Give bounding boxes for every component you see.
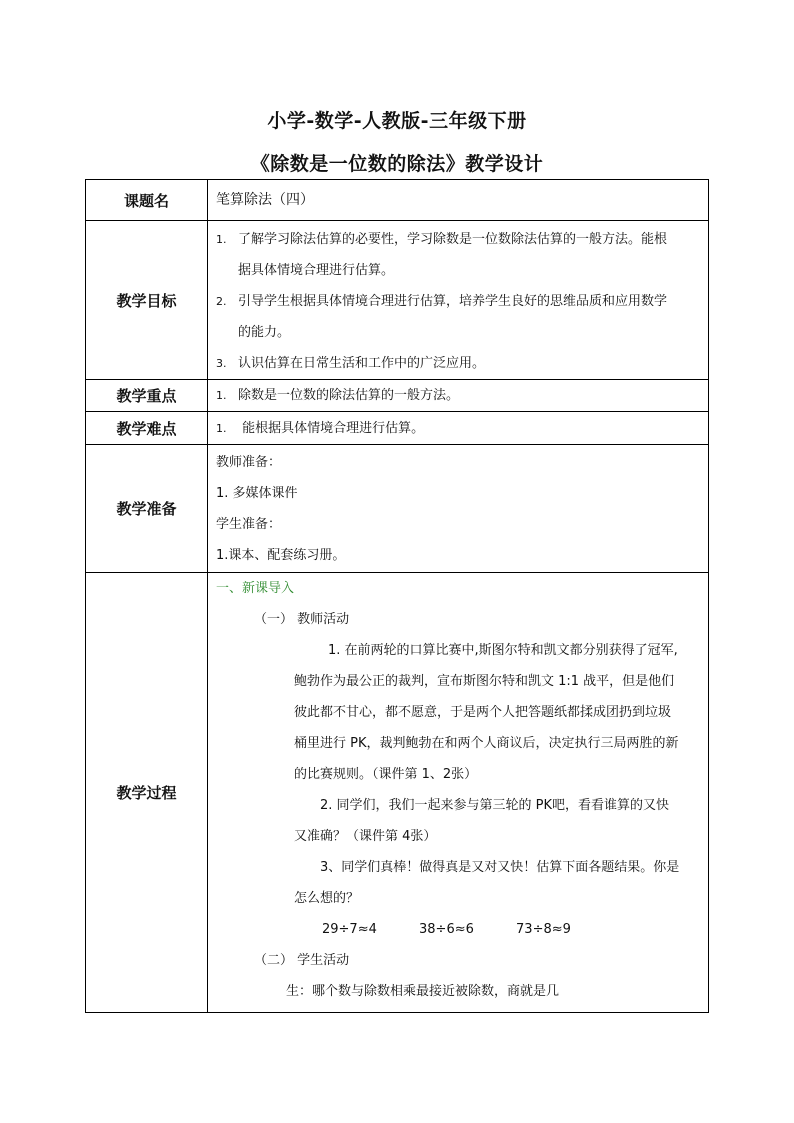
row-difficulty: [86, 412, 709, 445]
goal-item: 2. 引导学生根据具体情境合理进行估算，培养学生良好的思维品质和应用数学: [216, 294, 668, 309]
goal-item-cont: 据具体情境合理进行估算。: [238, 263, 395, 278]
paragraph-line: 2. 同学们，我们一起来参与第三轮的 PK吧，看看谁算的又快: [320, 798, 670, 813]
key-point: 1. 除数是一位数的除法估算的一般方法。: [216, 388, 460, 403]
paragraph-line: 3、同学们真棒！做得真是又对又快！估算下面各题结果。你是: [320, 860, 680, 875]
label-topic: 课题名: [86, 180, 208, 221]
row-process: [86, 573, 709, 1013]
lesson-plan-table: [85, 179, 709, 1013]
row-prep: [86, 445, 709, 573]
prep-line: 教师准备：: [216, 455, 282, 470]
row-topic: [86, 180, 709, 221]
teacher-activity-heading: （一） 教师活动: [254, 612, 350, 627]
paragraph-line: 又准确？（课件第 4张）: [294, 829, 437, 844]
topic-value: 笔算除法（四）: [216, 191, 314, 208]
goal-item: 3. 认识估算在日常生活和工作中的广泛应用。: [216, 356, 486, 371]
paragraph-line: 彼此都不甘心，都不愿意，于是两个人把答题纸都揉成团扔到垃圾: [294, 705, 672, 720]
difficulty-point: 1. 能根据具体情境合理进行估算。: [216, 420, 425, 436]
prep-line: 学生准备：: [216, 517, 282, 532]
formula: 38÷6≈6: [419, 922, 474, 937]
label-prep: 教学准备: [86, 445, 208, 573]
student-line: 生：哪个数与除数相乘最接近被除数，商就是几: [286, 984, 560, 999]
label-difficulty: 教学难点: [86, 412, 208, 445]
formula-line: [216, 914, 702, 945]
label-process: 教学过程: [86, 573, 208, 1013]
formula: 73÷8≈9: [516, 922, 571, 937]
prep-line: 1.课本、配套练习册。: [216, 548, 346, 563]
paragraph-line: 怎么想的？: [294, 891, 360, 906]
label-goals: 教学目标: [86, 221, 208, 380]
goal-item-cont: 的能力。: [238, 325, 291, 340]
label-key: 教学重点: [86, 380, 208, 412]
row-goals: [86, 221, 709, 380]
document-subtitle: 《除数是一位数的除法》教学设计: [250, 153, 544, 175]
row-key: [86, 380, 709, 412]
goal-item: 1. 了解学习除法估算的必要性，学习除数是一位数除法估算的一般方法。能根: [216, 232, 668, 247]
section-heading: 一、新课导入: [216, 581, 295, 596]
document-title: 小学-数学-人教版-三年级下册: [267, 110, 527, 132]
paragraph-line: 鲍勃作为最公正的裁判，宣布斯图尔特和凯文 1:1 战平，但是他们: [294, 674, 675, 689]
paragraph-line: 桶里进行 PK，裁判鲍勃在和两个人商议后，决定执行三局两胜的新: [294, 736, 679, 751]
paragraph-line: 的比赛规则。（课件第 1、2张）: [294, 767, 478, 782]
student-activity-heading: （二） 学生活动: [254, 953, 350, 968]
paragraph-line: 1. 在前两轮的口算比赛中,斯图尔特和凯文都分别获得了冠军,: [328, 643, 678, 658]
formula: 29÷7≈4: [322, 922, 377, 937]
prep-line: 1. 多媒体课件: [216, 486, 298, 501]
